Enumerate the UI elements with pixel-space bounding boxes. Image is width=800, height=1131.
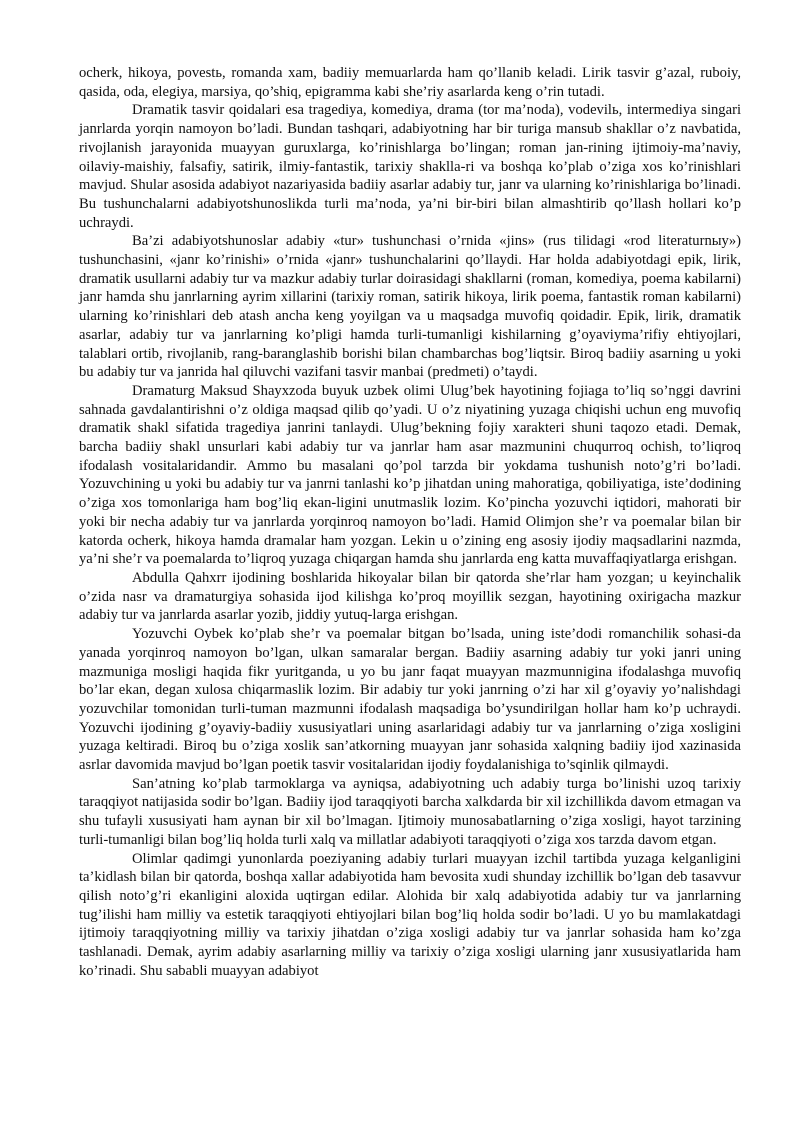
document-page (79, 64, 741, 980)
paragraph-2: Dramatik tasvir qoidalari esa tragediya, komediya, drama (tor ma’noda), vodevilь, intermediya singari janrlarda yorqin namoyon bo’ladi. Bundan tashqari, adabiyotning har bir turiga mansub shakllar o’z navbatida, rivojlanish jarayonida muayyan guruxlarga, ko’rinishlarga bo’lingan; roman jan-rining ijtimoiy-ma’naviy, oilaviy-maishiy, falsafiy, satirik, ilmiy-fantastik, tarixiy shaklla-ri va boshqa ko’plab o’ziga xos ko’rinishlari mavjud. Shular asosida adabiyot nazariyasida badiiy asarlar adabiy tur, janr va ularning ko’rinishlariga bo’linadi. Bu tushunchalarni adabiyotshunoslikda turli ma’noda, ya’ni bir-biri bilan almashtirib qo’llash hollari ko’p uchraydi. (79, 102, 741, 231)
paragraph-6: Yozuvchi Oybek ko’plab she’r va poemalar bitgan bo’lsada, uning iste’dodi romanchilik sohasi-da yanada yorqinroq namoyon bo’lgan, ulkan samaralar bergan. Badiiy asarning adabiy tur yoki janri uning mazmuniga mosligi haqida fikr yuritganda, u yo bu janr faqat muayyan mazmunnigina ifodalashga muvofiq bo’lar ekan, degan xulosa chiqarmaslik lozim. Bir adabiy tur yoki janrning o’zi har xil g’oyaviy yo’nalishdagi yozuvchilar tomonidan turli-tuman mazmunni ifodalash maqsadiga bo’ysundirilgan hollar ham ko’p uchraydi. Yozuvchi ijodining g’oyaviy-badiiy xususiyatlari uning asarlaridagi adabiy tur va janrlarning o’ziga xosligini yuzaga keltiradi. Biroq bu o’ziga xoslik san’atkorning muayyan janr sohasida xalqning badiiy ijod xazinasida asrlar davomida mavjud bo’lgan poetik tasvir vositalaridan ijodiy foydalanishiga to’sqinlik qilmaydi. (79, 626, 741, 774)
paragraph-3: Ba’zi adabiyotshunoslar adabiy «tur» tushunchasi o’rnida «jins» (rus tilidagi «rod literaturnыy») tushunchasini, «janr ko’rinishi» o’rnida «janr» tushunchalarini qo’llaydi. Har holda adabiyotdagi epik, lirik, dramatik usullarni adabiy tur va mazkur adabiy turlar doirasidagi shakllarni (roman, komediya, poema kabilarni) janr hamda shu janrlarning ayrim xillarini (tarixiy roman, satirik hikoya, lirik poema, fantastik roman kabilarni) ularning ko’rinishlari deb atash ancha keng yoyilgan va u maqsadga muvofiq qoidadir. Epik, lirik, dramatik asarlar, adabiy tur va janrlarning ko’pligi hamda turli-tumanligi kishilarning g’oyaviyma’rifiy ehtiyojlari, talablari ortib, rivojlanib, rang-baranglashib borishi bilan chambarchas bog’liqtsir. Biroq badiiy asarning u yoki bu adabiy tur va janrida hal qiluvchi vazifani tasvir manbai (predmeti) o’taydi. (79, 233, 741, 381)
paragraph-1: ocherk, hikoya, povestь, romanda xam, badiiy memuarlarda ham qo’llanib keladi. Lirik tasvir g’azal, ruboiy, qasida, oda, elegiya, marsiya, qo’shiq, epigramma kabi she’riy asarlarda keng o’rin tutadi. (79, 65, 741, 100)
paragraph-7: San’atning ko’plab tarmoklarga va ayniqsa, adabiyotning uch adabiy turga bo’linishi uzoq tarixiy taraqqiyot natijasida sodir bo’lgan. Badiiy ijod taraqqiyoti barcha xalkdarda bir xil izchillikda davom etmagan va shu tufayli xususiyati ham aynan bir xil bo’lmagan. Ijtimoiy munosabatlarning o’ziga xosligi, hayot tarzining turli-tumanligi bilan bog’liq holda turli xalq va millatlar adabiyoti taraqqiyoti o’ziga xos tarzda davom etgan. (79, 775, 741, 848)
paragraph-4: Dramaturg Maksud Shayxzoda buyuk uzbek olimi Ulug’bek hayotining fojiaga to’liq so’nggi davrini sahnada gavdalantirishni o’z oldiga maqsad qilib qo’yadi. U o’z niyatining yuzaga chiqishi uchun eng muvofiq dramatik shakl sifatida tragediya janrini tanlaydi. Ulug’bekning fojiy xarakteri shuni taqozo etadi. Demak, barcha badiiy shakl unsurlari kabi adabiy tur va janrlar ham asar mazmunini chuqurroq ochish, to’liqroq ifodalash vositalaridandir. Ammo bu masalani qo’pol tarzda bir yokdama tushunish noto’g’ri bo’ladi. Yozuvchining u yoki bu adabiy tur va janrni tanlashi ko’p jihatdan uning mahoratiga, qobiliyatiga, iste’dodining o’ziga xos tomonlariga ham bog’liq ekan-ligini unutmaslik lozim. Ko’pincha yozuvchi iqtidori, mahorati bir yoki bir necha adabiy tur va janrlarda yorqinroq namoyon bo’ladi. Hamid Olimjon she’r va poemalar bilan bir katorda ocherk, hikoya hamda dramalar ham yozgan. Lekin u o’zining eng asosiy ijodiy maqsadlarini nazmda, ya’ni she’r va poemalarda to’liqroq yuzaga chiqargan hamda shu janrlarda eng katta muvaffaqiyatlarga erishgan. (79, 382, 741, 568)
paragraph-5: Abdulla Qahxrr ijodining boshlarida hikoyalar bilan bir qatorda she’rlar ham yozgan; u keyinchalik o’zida nasr va dramaturgiya sohasida ijod kilishga ko’proq moyillik sezgan, hayotining oxirigacha mazkur adabiy tur va janrlarda asarlar yozib, jiddiy yutuq-larga erishgan. (79, 569, 741, 624)
paragraph-8: Olimlar qadimgi yunonlarda poeziyaning adabiy turlari muayyan izchil tartibda yuzaga kelganligini ta’kidlash bilan bir qatorda, boshqa xallar adabiyotida ham bevosita xudi shunday izchillik bo’lgan deb tasavvur qilish noto’g’ri ekanligini aloxida uqtirgan edilar. Alohida bir xalq adabiyotida adabiy tur va janrlarning tug’ilishi ham milliy va estetik taraqqiyoti ehtiyojlari bilan bog’liq holda sodir bo’ladi. U yo bu mamlakatdagi ijtimoiy taraqqiyotning milliy va tarixiy jihatdan o’ziga xosligi adabiy tur va janrlar sohasida ham ko’zga tashlanadi. Demak, ayrim adabiy asarlarning milliy va tarixiy o’ziga xosligi ularning janr xususiyatlarida ham ko’rinadi. Shu sababli muayyan adabiyot (79, 850, 741, 979)
